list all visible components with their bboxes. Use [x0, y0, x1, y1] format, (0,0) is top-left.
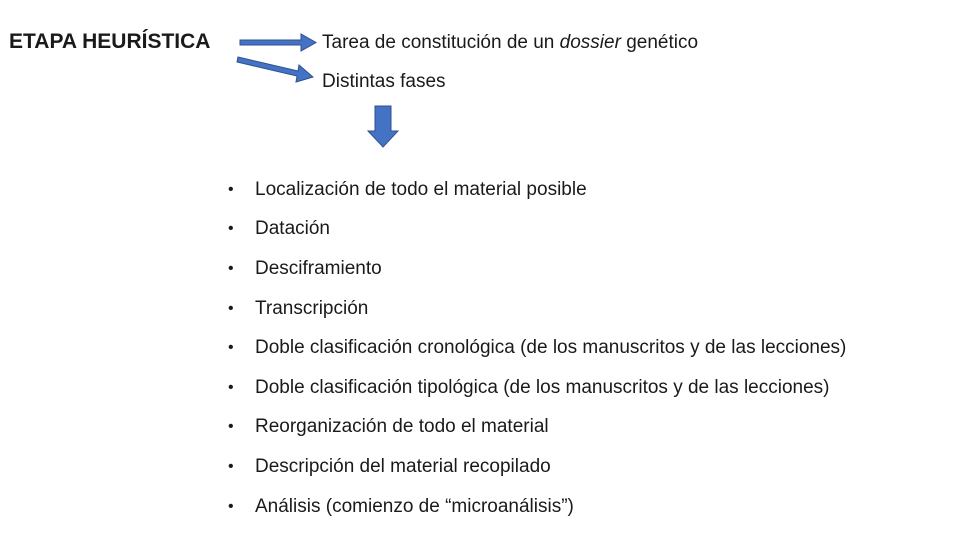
phase-list	[228, 170, 846, 526]
bullet-icon: •	[228, 378, 234, 396]
bullet-icon: •	[228, 497, 234, 515]
list-item-label: Doble clasificación cronológica (de los manuscritos y de las lecciones)	[255, 337, 847, 359]
branch-text-dossier	[322, 32, 698, 54]
list-item	[228, 368, 846, 408]
bullet-icon: •	[228, 259, 234, 277]
list-item-label: Desciframiento	[255, 257, 382, 279]
bullet-icon: •	[228, 180, 234, 198]
list-item	[228, 249, 846, 289]
bullet-icon: •	[228, 457, 234, 475]
list-item-label: Reorganización de todo el material	[255, 416, 549, 438]
list-item-label: Análisis (comienzo de “microanálisis”)	[255, 495, 574, 517]
list-item-label: Localización de todo el material posible	[255, 178, 587, 200]
bullet-icon: •	[228, 299, 234, 317]
stage-title: ETAPA HEURÍSTICA	[9, 30, 211, 53]
arrow-right-icon	[240, 34, 316, 51]
branch-text-suffix: genético	[620, 32, 699, 53]
branch-text-phases: Distintas fases	[322, 71, 446, 92]
list-item	[228, 447, 846, 487]
list-item	[228, 170, 846, 210]
list-item	[228, 210, 846, 250]
list-item-label: Descripción del material recopilado	[255, 455, 551, 477]
list-item-label: Datación	[255, 218, 330, 240]
list-item-label: Doble clasificación tipológica (de los manuscritos y de las lecciones)	[255, 376, 830, 398]
bullet-icon: •	[228, 220, 234, 238]
arrow-diagonal-icon	[237, 57, 313, 82]
bullet-icon: •	[228, 418, 234, 436]
branch-text-italic: dossier	[559, 32, 621, 53]
branch-text-prefix: Tarea de constitución de un	[322, 32, 560, 53]
list-item	[228, 408, 846, 448]
list-item	[228, 487, 846, 527]
list-item-label: Transcripción	[255, 297, 369, 319]
bullet-icon: •	[228, 339, 234, 357]
list-item	[228, 328, 846, 368]
arrow-down-icon	[368, 106, 398, 147]
list-item	[228, 289, 846, 329]
